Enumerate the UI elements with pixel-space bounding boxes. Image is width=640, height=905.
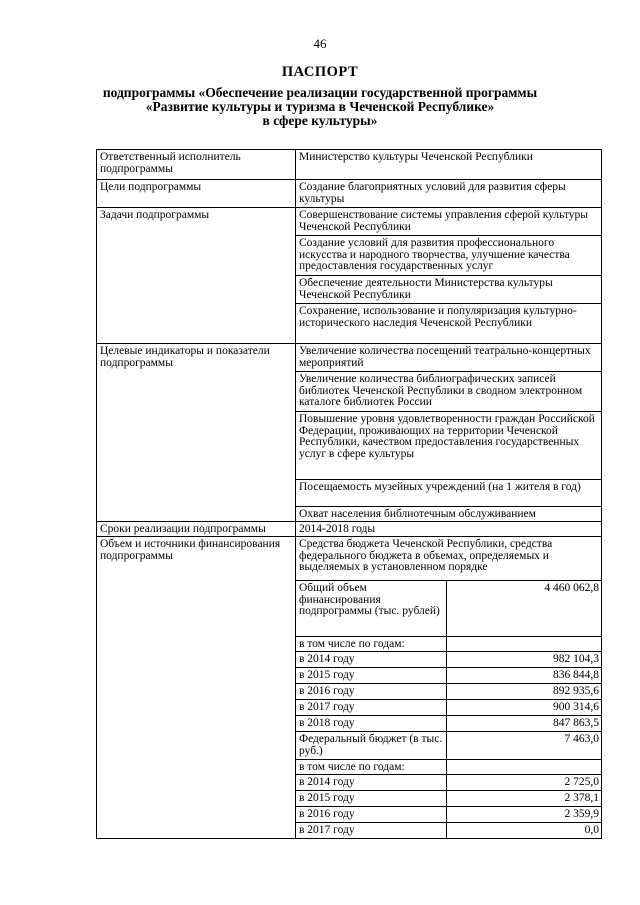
federal-year-label: в 2017 году <box>296 823 447 839</box>
federal-year-value: 2 359,9 <box>447 807 602 823</box>
indicator-item: Охват населения библиотечным обслуживанием <box>296 507 602 522</box>
row-label: Сроки реализации подпрограммы <box>97 522 296 537</box>
federal-year-value: 2 725,0 <box>447 775 602 791</box>
subtitle-line: подпрограммы «Обеспечение реализации государственной программы <box>102 85 538 100</box>
task-item: Совершенствование системы управления сферой культуры Чеченской Республики <box>296 208 602 236</box>
federal-value: 7 463,0 <box>447 732 602 760</box>
document-subtitle <box>60 86 580 128</box>
by-years-label: в том числе по годам: <box>296 637 447 652</box>
year-value: 982 104,3 <box>447 652 602 668</box>
federal-year-label: в 2015 году <box>296 791 447 807</box>
table-row <box>97 344 602 372</box>
year-value: 847 863,5 <box>447 716 602 732</box>
row-label: Объем и источники финансирования подпрограммы <box>97 537 296 839</box>
table-row <box>97 180 602 208</box>
indicator-item: Посещаемость музейных учреждений (на 1 жителя в год) <box>296 480 602 507</box>
year-label: в 2018 году <box>296 716 447 732</box>
year-value: 892 935,6 <box>447 684 602 700</box>
federal-year-label: в 2014 году <box>296 775 447 791</box>
passport-table <box>96 149 602 839</box>
federal-year-value: 2 378,1 <box>447 791 602 807</box>
indicator-item: Увеличение количества посещений театрально-концертных мероприятий <box>296 344 602 372</box>
task-item: Создание условий для развития профессионального искусства и народного творчества, улучшение качества предоставления государственных услуг <box>296 236 602 276</box>
federal-year-label: в 2016 году <box>296 807 447 823</box>
task-item: Обеспечение деятельности Министерства культуры Чеченской Республики <box>296 276 602 304</box>
year-value: 836 844,8 <box>447 668 602 684</box>
row-label: Целевые индикаторы и показатели подпрограммы <box>97 344 296 522</box>
year-label: в 2015 году <box>296 668 447 684</box>
federal-label: Федеральный бюджет (в тыс. руб.) <box>296 732 447 760</box>
empty-cell <box>447 760 602 775</box>
year-label: в 2017 году <box>296 700 447 716</box>
financing-total-value: 4 460 062,8 <box>447 581 602 637</box>
row-value: Создание благоприятных условий для развития сферы культуры <box>296 180 602 208</box>
row-label: Цели подпрограммы <box>97 180 296 208</box>
indicator-item: Повышение уровня удовлетворенности граждан Российской Федерации, проживающих на территории Чеченской Республики, качеством предоставления государственных услуг в сфере культуры <box>296 412 602 480</box>
federal-by-years-label: в том числе по годам: <box>296 760 447 775</box>
year-label: в 2014 году <box>296 652 447 668</box>
financing-intro: Средства бюджета Чеченской Республики, средства федерального бюджета в объемах, определяемых и выделяемых в установленном порядке <box>296 537 602 581</box>
row-label: Задачи подпрограммы <box>97 208 296 344</box>
subtitle-line: «Развитие культуры и туризма в Чеченской Республике» <box>145 99 495 114</box>
page-number: 46 <box>313 36 327 51</box>
table-row <box>97 150 602 180</box>
document-title: ПАСПОРТ <box>281 64 359 80</box>
indicator-item: Увеличение количества библиографических записей библиотек Чеченской Республики в сводном электронном каталоге библиотек России <box>296 372 602 412</box>
financing-total-label: Общий объем финансирования подпрограммы (тыс. рублей) <box>296 581 447 637</box>
subtitle-line: в сфере культуры» <box>262 113 378 128</box>
task-item: Сохранение, использование и популяризация культурно-исторического наследия Чеченской Республики <box>296 304 602 344</box>
year-label: в 2016 году <box>296 684 447 700</box>
federal-year-value: 0,0 <box>447 823 602 839</box>
table-row <box>97 208 602 236</box>
table-row <box>97 537 602 581</box>
row-label: Ответственный исполнитель подпрограммы <box>97 150 296 180</box>
table-row <box>97 522 602 537</box>
row-value: 2014-2018 годы <box>296 522 602 537</box>
row-value: Министерство культуры Чеченской Республики <box>296 150 602 180</box>
empty-cell <box>447 637 602 652</box>
year-value: 900 314,6 <box>447 700 602 716</box>
